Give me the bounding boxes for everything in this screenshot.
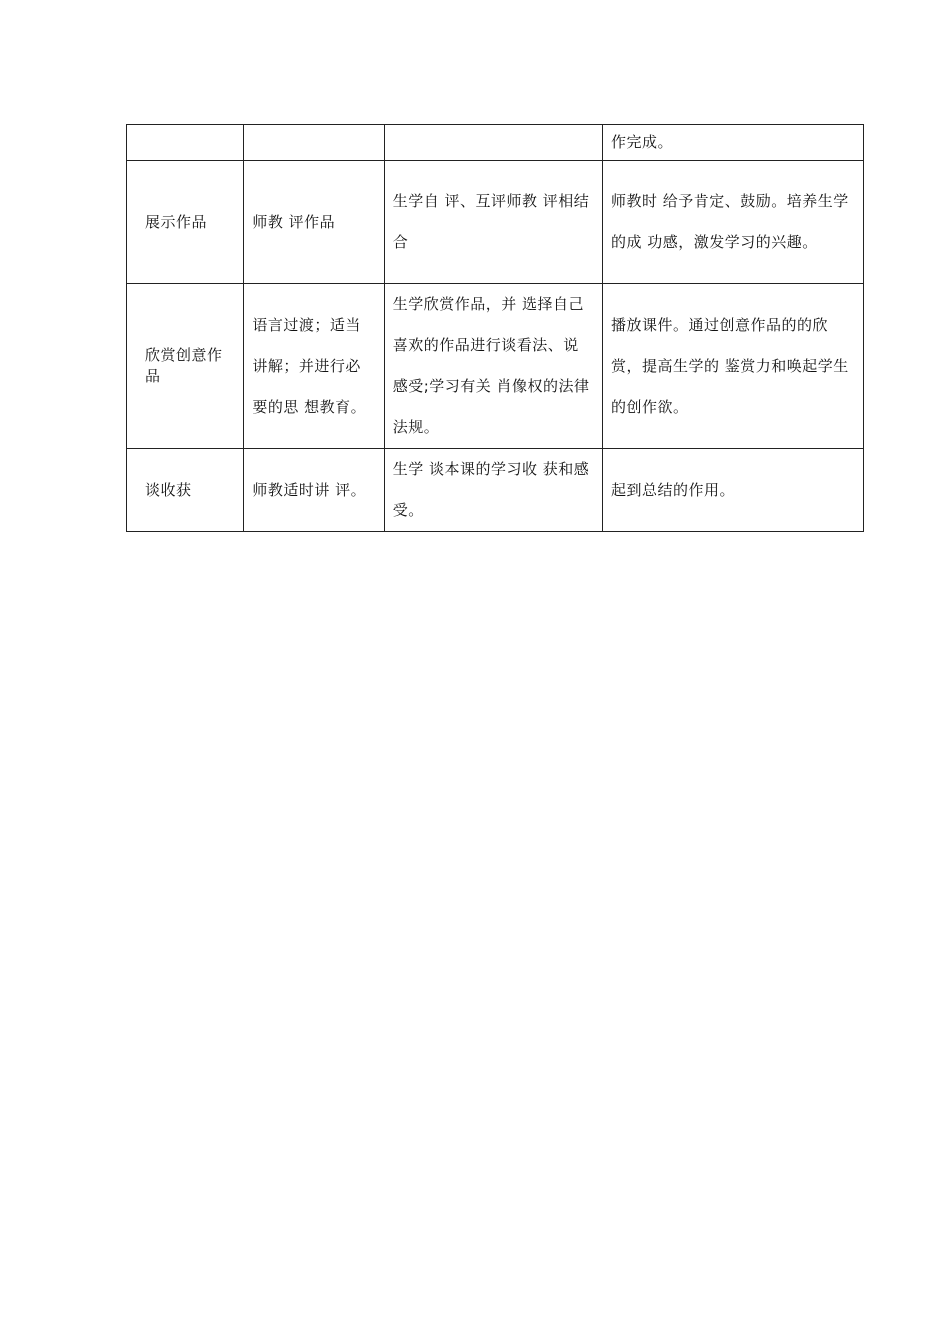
table-row (127, 161, 864, 284)
teacher-activity-cell: 语言过渡；适当讲解；并进行必要的思 想教育。 (244, 284, 384, 449)
student-activity-cell (384, 125, 602, 161)
stage-cell: 展示作品 (127, 161, 244, 284)
design-intent-cell: 师教时 给予肯定、鼓励。培养生学的成 功感，激发学习的兴趣。 (602, 161, 863, 284)
student-activity-cell: 生学自 评、互评师教 评相结合 (384, 161, 602, 284)
table-row (127, 449, 864, 532)
design-intent-cell: 播放课件。通过创意作品的的欣赏，提高生学的 鉴赏力和唤起学生的创作欲。 (602, 284, 863, 449)
teacher-activity-cell: 师教适时讲 评。 (244, 449, 384, 532)
student-activity-cell: 生学欣赏作品，并 选择自己喜欢的作品进行谈看法、说感受;学习有关 肖像权的法律法规。 (384, 284, 602, 449)
lesson-plan-table (126, 124, 864, 532)
design-intent-cell: 作完成。 (602, 125, 863, 161)
teacher-activity-cell: 师教 评作品 (244, 161, 384, 284)
stage-cell: 谈收获 (127, 449, 244, 532)
table-row (127, 125, 864, 161)
stage-cell: 欣赏创意作品 (127, 284, 244, 449)
table-row (127, 284, 864, 449)
student-activity-cell: 生学 谈本课的学习收 获和感受。 (384, 449, 602, 532)
stage-cell (127, 125, 244, 161)
design-intent-cell: 起到总结的作用。 (602, 449, 863, 532)
teacher-activity-cell (244, 125, 384, 161)
